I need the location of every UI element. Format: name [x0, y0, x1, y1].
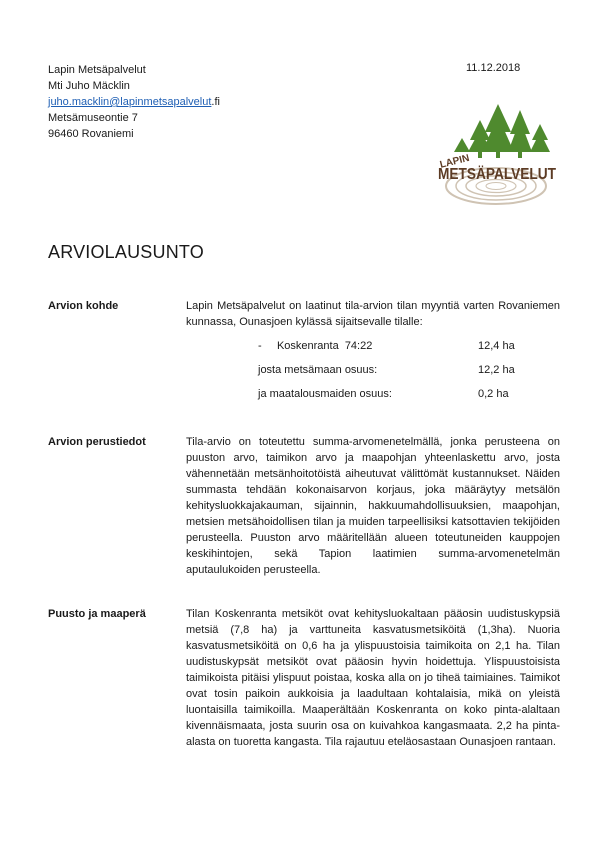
email-link[interactable]: juho.macklin@lapinmetsapalvelut	[48, 96, 212, 108]
section-label-kohde: Arvion kohde	[48, 300, 119, 312]
spruce-trees-icon	[454, 104, 550, 158]
area-row-name: - Koskenranta 74:22	[258, 340, 373, 352]
email-line	[48, 94, 220, 110]
section-text-puusto: Tilan Koskenranta metsiköt ovat kehitysluokaltaan pääosin uudistuskypsiä metsiä (7,8 ha) ja varttuneita kasvatusmetsiköitä (1,3ha). Nuoria kasvatusmetsiköitä on 0,6 ha ja ylispuustoisia taimikoita on 2,1 ha. Tilan uudistuskypsät metsiköt ovat pääosin hyvin hoidettuja. Ylispuustoisista taimikoista pitäisi ylispuut poistaa, koska alla on jo tiheä taimiaines. Taimikot ovat tosin paikoin aukkoisia ja laadultaan kohtalaisia, mikä on yleistä luontaisilla taimikoilla. Maaperältään Koskenranta on koko pinta-alaltaan kivennäismaata, josta suurin osa on kuivahkoa kangasmaata. 2,2 ha pinta-alasta on tuoretta kangasta. Tila rajautuu eteläosastaan Ounasjoen rantaan.	[186, 608, 560, 748]
person-name: Mti Juho Mäcklin	[48, 80, 130, 92]
email-suffix: .fi	[211, 96, 220, 108]
document-date: 11.12.2018	[466, 62, 521, 74]
postal-address: 96460 Rovaniemi	[48, 128, 134, 140]
area-row-name: josta metsämaan osuus:	[258, 364, 378, 376]
sender-address-block	[48, 62, 220, 142]
logo-top-text: LAPIN	[438, 152, 471, 171]
street-address: Metsämuseontie 7	[48, 112, 138, 124]
area-row-value: 0,2 ha	[478, 388, 509, 400]
area-row-value: 12,2 ha	[478, 364, 515, 376]
area-row-value: 12,4 ha	[478, 340, 515, 352]
section-text-kohde: Lapin Metsäpalvelut on laatinut tila-arvion tilan myyntiä varten Rovaniemen kunnassa, Ounasjoen kylässä sijaitsevalle tilalle:	[186, 300, 560, 328]
section-label-puusto: Puusto ja maaperä	[48, 608, 146, 620]
area-row-name: ja maatalousmaiden osuus:	[258, 388, 392, 400]
company-logo	[428, 94, 564, 212]
logo-main-text: METSÄPALVELUT	[438, 166, 557, 183]
section-text-perustiedot: Tila-arvio on toteutettu summa-arvomenetelmällä, jonka perusteena on puuston arvo, taimikon arvo ja maapohjan yhteenlaskettu arvo, josta vähennetään metsänhoitotöistä aiheutuvat välittömät kustannukset. Näiden summasta tehdään kokonaisarvon korjaus, joka määräytyy metsälön kehitysluokkajakauman, sijainnin, hakkuumahdollisuuksien, maapohjan, metsien metsähoidollisen tilan ja muiden tarpeellisiksi katsottavien tekijöiden perusteella. Puuston arvo määritellään alueen toteutuneiden kauppojen keskihintojen, sekä Tapion laatimien summa-arvomenetelmän aputaulukoiden perusteella.	[186, 436, 560, 576]
document-title: ARVIOLAUSUNTO	[48, 242, 204, 262]
company-name: Lapin Metsäpalvelut	[48, 64, 146, 76]
section-label-perustiedot: Arvion perustiedot	[48, 436, 146, 448]
